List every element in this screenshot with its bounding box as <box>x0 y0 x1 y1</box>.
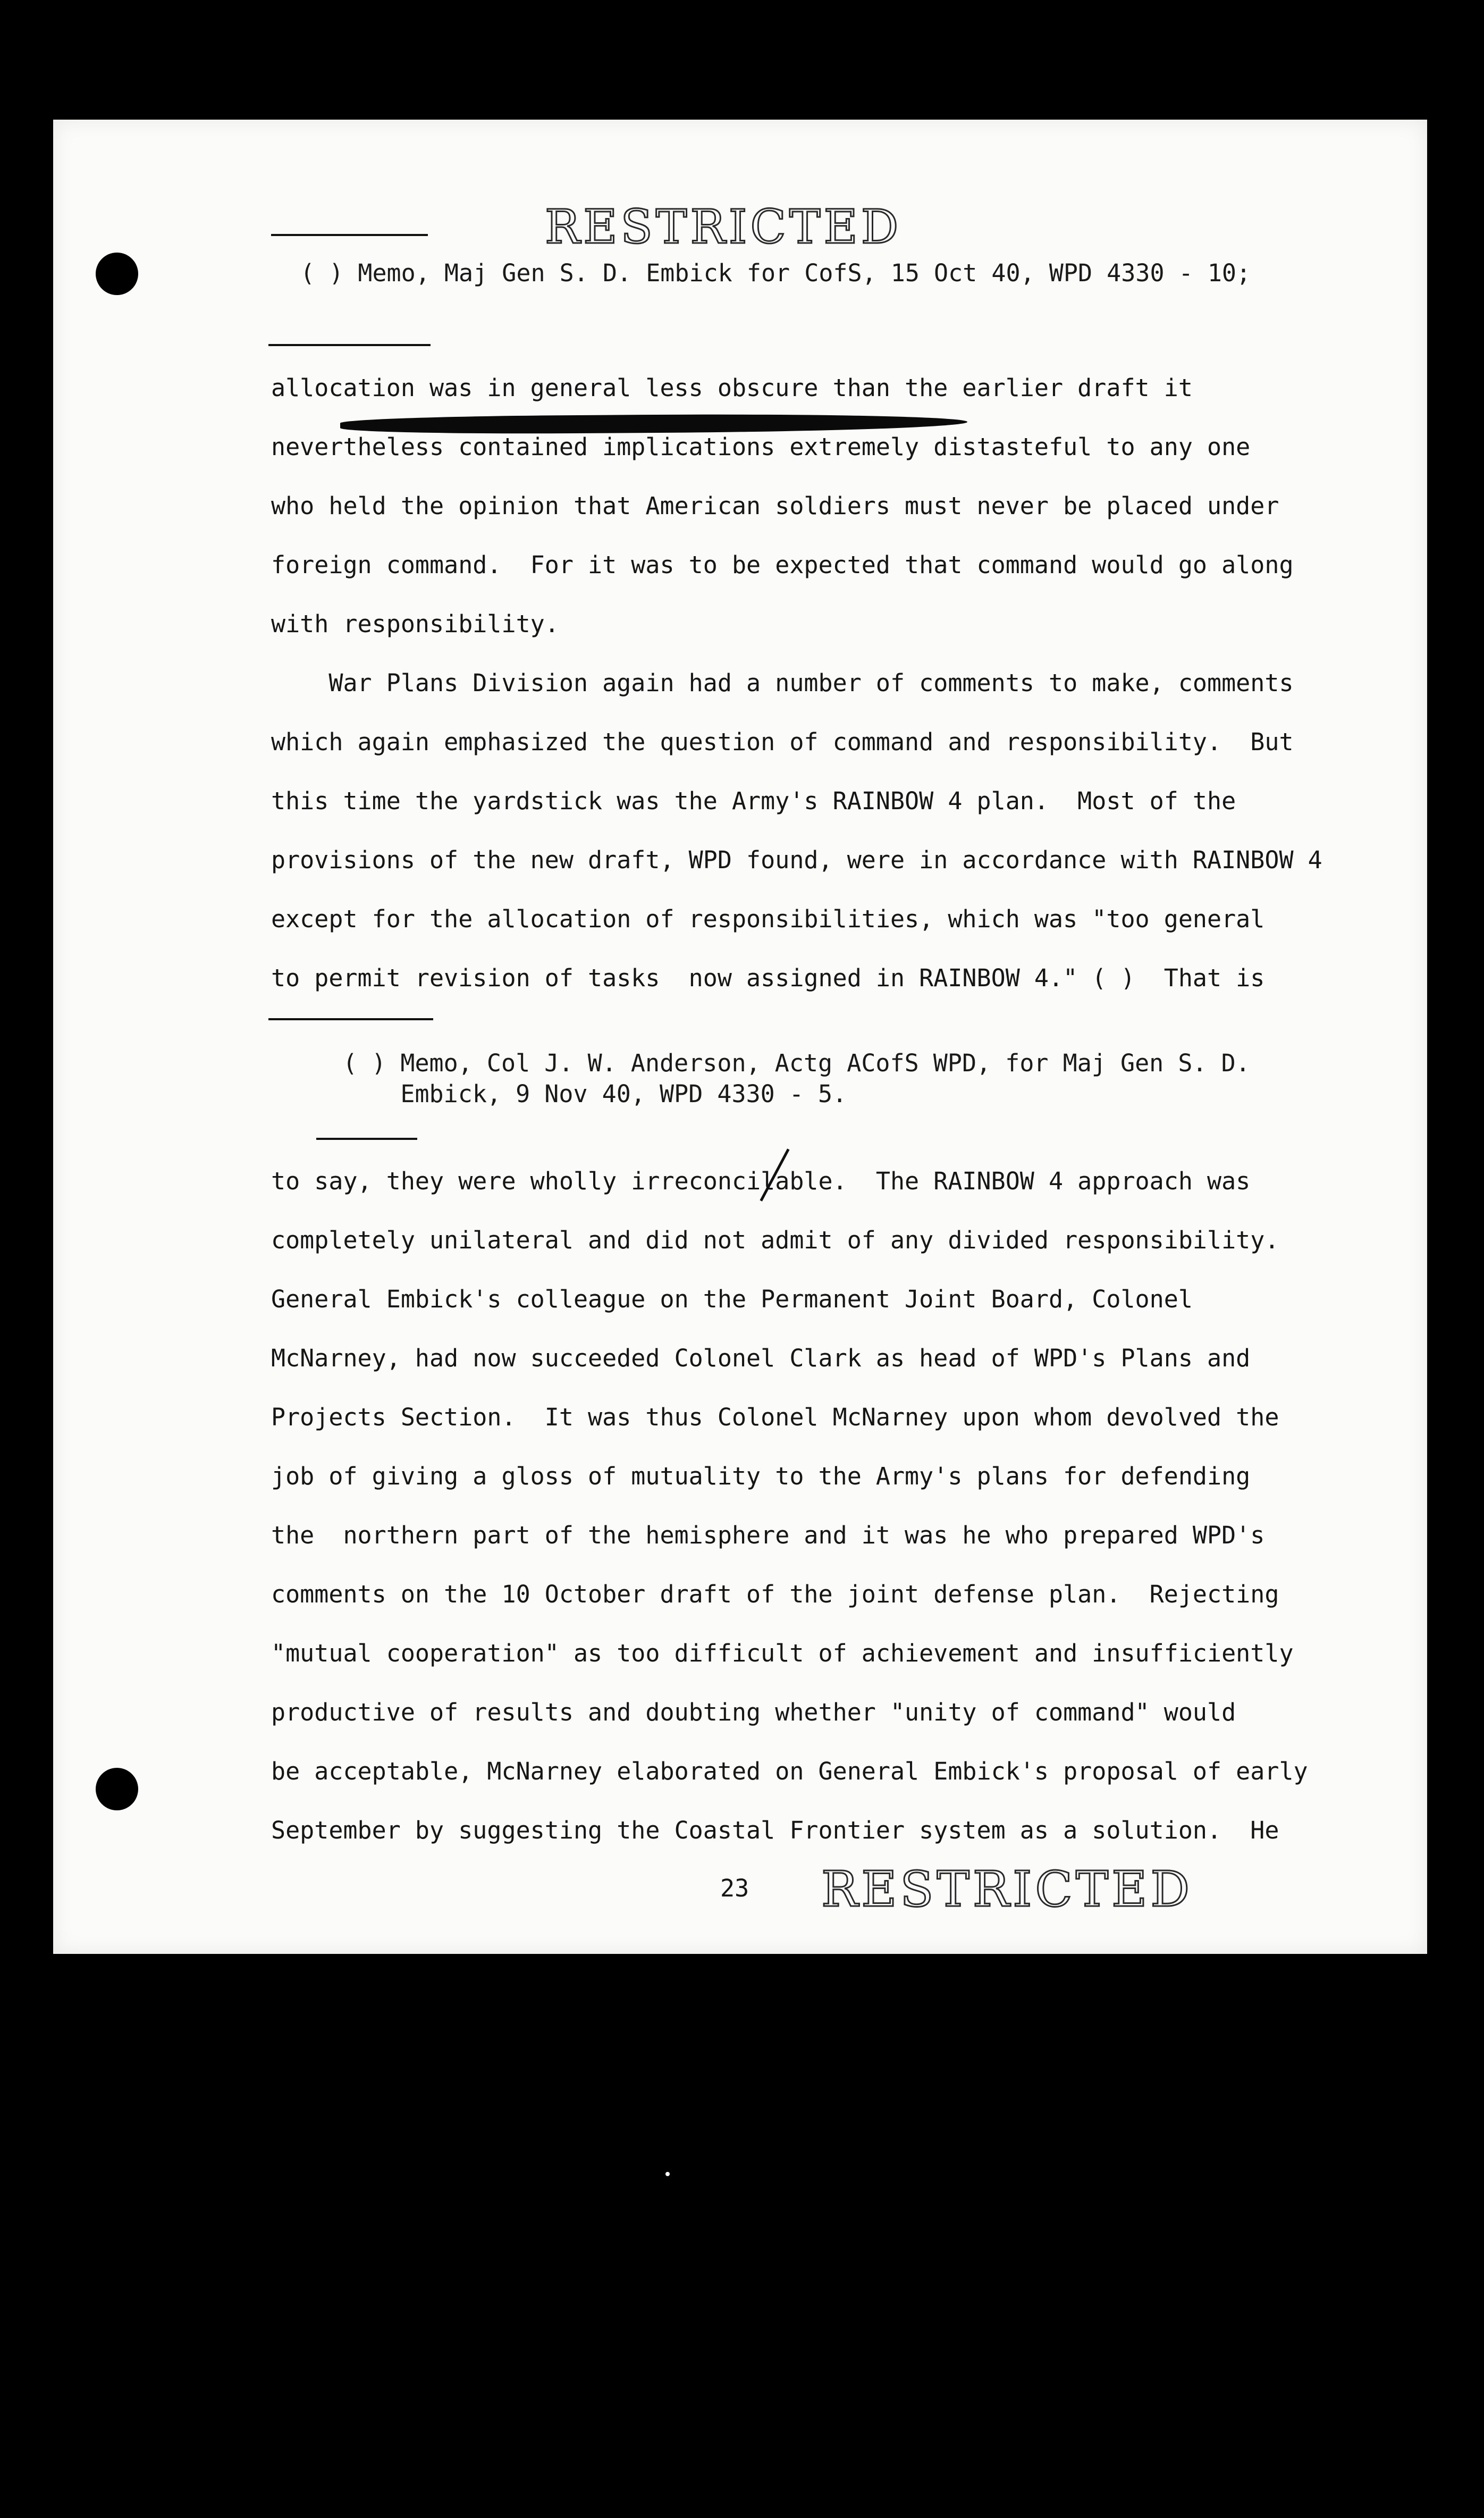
footnote-line: ( ) Memo, Col J. W. Anderson, Actg ACofS WPD, for Maj Gen S. D. <box>343 1049 1250 1077</box>
page-number: 23 <box>720 1874 749 1902</box>
body-line: allocation was in general less obscure than the earlier draft it <box>271 374 1193 402</box>
body-text-block-1 <box>271 374 1322 992</box>
body-line: to say, they were wholly irreconcilable. The RAINBOW 4 approach was <box>271 1167 1251 1195</box>
body-line: productive of results and doubting whether "unity of command" would <box>271 1698 1236 1726</box>
restricted-stamp-top: RESTRICTED <box>545 199 902 254</box>
body-text-block-2 <box>271 1167 1308 1844</box>
body-line: Projects Section. It was thus Colonel McNarney upon whom devolved the <box>271 1403 1279 1431</box>
body-line: be acceptable, McNarney elaborated on General Embick's proposal of early <box>271 1757 1308 1785</box>
footnote-memo-anderson <box>343 1049 1250 1162</box>
body-line: nevertheless contained implications extremely distasteful to any one <box>271 433 1251 461</box>
body-line: the northern part of the hemisphere and it was he who prepared WPD's <box>271 1521 1265 1549</box>
body-line: comments on the 10 October draft of the joint defense plan. Rejecting <box>271 1580 1279 1608</box>
film-speck <box>665 2172 670 2176</box>
body-line: job of giving a gloss of mutuality to the Army's plans for defending <box>271 1462 1251 1490</box>
body-line: September by suggesting the Coastal Frontier system as a solution. He <box>271 1816 1279 1844</box>
body-line: who held the opinion that American soldiers must never be placed under <box>271 492 1279 520</box>
footnote-rule-2 <box>268 1018 433 1020</box>
body-line: provisions of the new draft, WPD found, were in accordance with RAINBOW 4 <box>271 846 1322 874</box>
body-line: to permit revision of tasks now assigned in RAINBOW 4." ( ) That is <box>271 964 1265 992</box>
binder-hole-bottom <box>96 1768 138 1810</box>
footnote-rule-3 <box>316 1138 417 1140</box>
body-line: foreign command. For it was to be expected that command would go along <box>271 551 1294 579</box>
header-rule-left <box>271 234 428 236</box>
body-line: completely unilateral and did not admit of any divided responsibility. <box>271 1226 1279 1254</box>
footnote-rule-1 <box>268 344 431 346</box>
body-line: General Embick's colleague on the Permanent Joint Board, Colonel <box>271 1285 1193 1313</box>
body-line: War Plans Division again had a number of comments to make, comments <box>271 669 1294 697</box>
redaction-scribble <box>340 413 967 435</box>
body-line: McNarney, had now succeeded Colonel Clark as head of WPD's Plans and <box>271 1344 1251 1372</box>
body-line: "mutual cooperation" as too difficult of achievement and insufficiently <box>271 1639 1294 1667</box>
body-line: with responsibility. <box>271 610 559 638</box>
body-line: this time the yardstick was the Army's RAINBOW 4 plan. Most of the <box>271 787 1236 815</box>
binder-hole-top <box>96 253 138 295</box>
restricted-stamp-bottom: RESTRICTED <box>821 1861 1193 1918</box>
footnote-memo-embick: ( ) Memo, Maj Gen S. D. Embick for CofS, 15 Oct 40, WPD 4330 - 10; <box>300 259 1251 287</box>
footnote-line: Embick, 9 Nov 40, WPD 4330 - 5. <box>343 1080 847 1108</box>
body-line: except for the allocation of responsibilities, which was "too general <box>271 905 1265 933</box>
body-line: which again emphasized the question of command and responsibility. But <box>271 728 1294 756</box>
document-page <box>53 120 1427 1954</box>
